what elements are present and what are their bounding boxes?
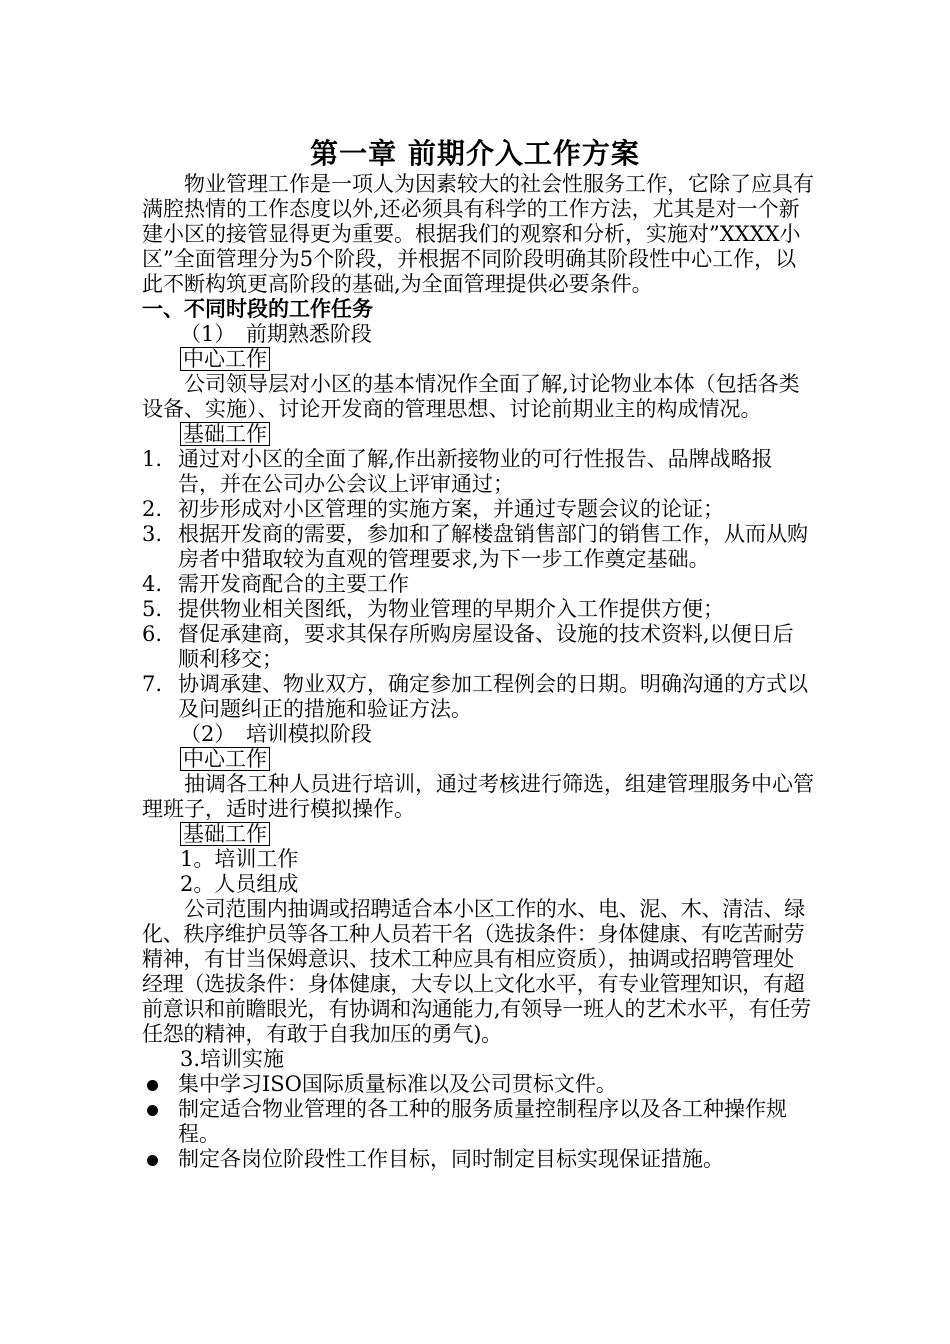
stage1-basic-label: 基础工作 — [180, 422, 270, 446]
list-number: 1. — [142, 447, 163, 471]
staffing-subheading: 2。人员组成 — [180, 872, 299, 896]
list-item — [142, 672, 814, 722]
bullet-item — [142, 1147, 814, 1172]
list-text: 协调承建、物业双方，确定参加工程例会的日期。明确沟通的方式以及问题纠正的措施和验证方法。 — [178, 672, 808, 721]
bullet-icon — [147, 1105, 158, 1116]
document-body — [142, 172, 814, 1172]
list-number: 3. — [142, 522, 163, 546]
list-number: 5. — [142, 597, 163, 621]
stage1-numbered-list — [142, 447, 814, 722]
stage2-center-text: 抽调各工种人员进行培训，通过考核进行筛选，组建管理服务中心管理班子，适时进行模拟操作。 — [142, 772, 814, 821]
list-item — [142, 622, 814, 672]
list-number: 2. — [142, 497, 163, 521]
list-item — [142, 522, 814, 572]
list-text: 提供物业相关图纸，为物业管理的早期介入工作提供方便； — [178, 597, 724, 621]
bullet-icon — [147, 1155, 158, 1166]
stage2-basic-label: 基础工作 — [180, 822, 270, 846]
list-text: 通过对小区的全面了解,作出新接物业的可行性报告、品牌战略报告，并在公司办公会议上评审通过； — [178, 447, 773, 496]
stage1-center-text: 公司领导层对小区的基本情况作全面了解,讨论物业本体（包括各类设备、实施）、讨论开发商的管理思想、讨论前期业主的构成情况。 — [142, 372, 800, 421]
stage1-label: （1） 前期熟悉阶段 — [180, 322, 372, 346]
bullet-icon — [147, 1080, 158, 1091]
list-number: 6. — [142, 622, 163, 646]
stage1-basic-row — [142, 422, 814, 447]
stage2-basic-row — [142, 822, 814, 847]
stage1-center-row — [142, 347, 814, 372]
list-item — [142, 597, 814, 622]
list-item — [142, 497, 814, 522]
list-item — [142, 447, 814, 497]
list-number: 7. — [142, 672, 163, 696]
training-subheading: 1。培训工作 — [180, 847, 299, 871]
bullet-item — [142, 1097, 814, 1147]
stage2-label: （2） 培训模拟阶段 — [180, 722, 372, 746]
bullet-text: 制定各岗位阶段性工作目标，同时制定目标实现保证措施。 — [178, 1147, 724, 1171]
stage1-center-label: 中心工作 — [180, 347, 270, 371]
stage2-center-label: 中心工作 — [180, 747, 270, 771]
list-text: 需开发商配合的主要工作 — [178, 572, 409, 596]
list-text: 初步形成对小区管理的实施方案，并通过专题会议的论证； — [178, 497, 724, 521]
staffing-paragraph: 公司范围内抽调或招聘适合本小区工作的水、电、泥、木、清洁、绿化、秩序维护员等各工种人员若干名（选拔条件：身体健康、有吃苦耐劳精神，有甘当保姆意识、技术工种应具有相应资质），抽调或招聘管理处经理（选拔条件：身体健康，大专以上文化水平，有专业管理知识，有超前意识和前瞻眼光，有协调和沟通能力,有领导一班人的艺术水平，有任劳任怨的精神，有敢于自我加压的勇气)。 — [142, 897, 811, 1046]
list-number: 4. — [142, 572, 163, 596]
stage2-center-row — [142, 747, 814, 772]
intro-paragraph: 物业管理工作是一项人为因素较大的社会性服务工作，它除了应具有满腔热情的工作态度以外,还必须具有科学的工作方法，尤其是对一个新建小区的接管显得更为重要。根据我们的观察和分析，实施对”XXXX小区”全面管理分为5个阶段，并根据不同阶段明确其阶段性中心工作，以此不断构筑更高阶段的基础,为全面管理提供必要条件。 — [142, 172, 814, 296]
list-text: 根据开发商的需要，参加和了解楼盘销售部门的销售工作，从而从购房者中猎取较为直观的管理要求,为下一步工作奠定基础。 — [178, 522, 808, 571]
list-text: 督促承建商，要求其保存所购房屋设备、设施的技术资料,以便日后顺利移交； — [178, 622, 794, 671]
training-implementation-subheading: 3.培训实施 — [180, 1047, 285, 1071]
training-bullet-list — [142, 1072, 814, 1172]
chapter-title: 第一章 前期介入工作方案 — [310, 137, 640, 170]
bullet-item — [142, 1072, 814, 1097]
list-item — [142, 572, 814, 597]
section-heading: 一、不同时段的工作任务 — [142, 297, 373, 321]
bullet-text: 集中学习ISO国际质量标准以及公司贯标文件。 — [178, 1072, 617, 1096]
bullet-text: 制定适合物业管理的各工种的服务质量控制程序以及各工种操作规程。 — [178, 1097, 787, 1146]
